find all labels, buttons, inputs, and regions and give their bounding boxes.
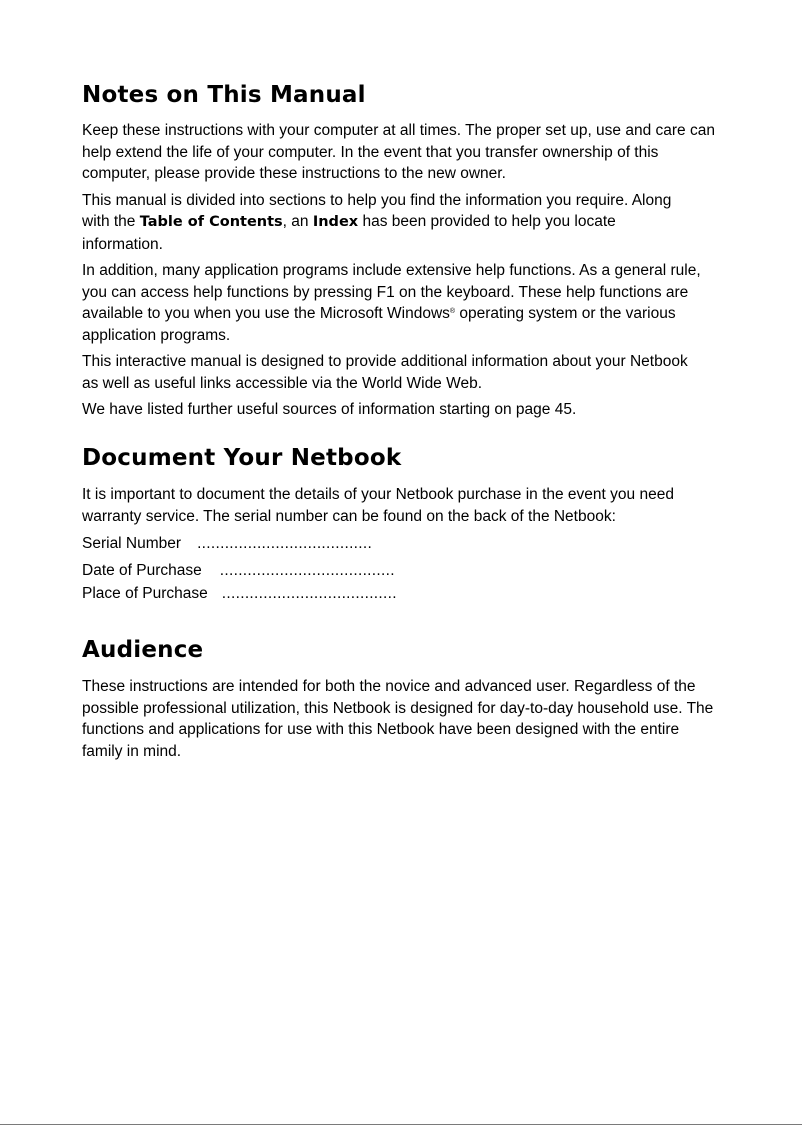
- notes-paragraph-3-text-a: In addition, many application programs include extensive help functions. As a general rule, you can access help functions by pressing F1 on the keyboard. These help functions are available to you when you use the Microsoft Windows: [82, 262, 701, 322]
- notes-paragraph-3: [82, 260, 722, 346]
- registered-mark: ®: [449, 308, 456, 315]
- serial-number-field: [82, 533, 722, 554]
- place-of-purchase-label: Place of Purchase: [82, 585, 208, 602]
- bottom-divider: [0, 1124, 802, 1125]
- table-of-contents-term: Table of Contents: [139, 214, 283, 230]
- place-of-purchase-field: [82, 583, 722, 604]
- notes-paragraph-3-text-b: operating system or the various application programs.: [82, 305, 676, 344]
- notes-paragraph-4: This interactive manual is designed to provide additional information about your Netbook as well as useful links accessible via the World Wide Web.: [82, 353, 688, 392]
- place-of-purchase-blank: ......................................: [221, 585, 397, 602]
- notes-heading: Notes on This Manual: [82, 82, 366, 108]
- notes-paragraph-5: We have listed further useful sources of information starting on page 45.: [82, 401, 577, 418]
- index-term: Index: [312, 214, 359, 230]
- notes-paragraph-2-text-c: has been provided to help you locate information.: [82, 213, 616, 253]
- notes-paragraph-2: [82, 190, 687, 256]
- notes-section: [82, 120, 722, 421]
- document-section: [82, 484, 722, 604]
- serial-number-label: Serial Number: [82, 535, 182, 552]
- audience-paragraph-1: These instructions are intended for both the novice and advanced user. Regardless of the possible professional utilization, this Netbook is designed for day-to-day household use. The functions and applications for use with this Netbook have been designed with the entire family in mind.: [82, 678, 714, 760]
- date-of-purchase-label: Date of Purchase: [82, 562, 202, 579]
- serial-number-blank: ......................................: [197, 535, 373, 552]
- audience-section: [82, 676, 722, 762]
- notes-paragraph-1: Keep these instructions with your computer at all times. The proper set up, use and care can help extend the life of your computer. In the event that you transfer ownership of this computer, please provide these instructions to the new owner.: [82, 122, 715, 182]
- notes-paragraph-2-text-b: , an: [282, 213, 313, 230]
- date-of-purchase-field: [82, 560, 722, 581]
- date-of-purchase-blank: ......................................: [219, 562, 395, 579]
- document-heading: Document Your Netbook: [82, 445, 402, 471]
- audience-heading: Audience: [82, 637, 204, 663]
- document-paragraph-1: It is important to document the details of your Netbook purchase in the event you need warranty service. The serial number can be found on the back of the Netbook:: [82, 486, 674, 525]
- notes-paragraph-2-text-a: This manual is divided into sections to help you find the information you require. Along with the: [82, 191, 672, 230]
